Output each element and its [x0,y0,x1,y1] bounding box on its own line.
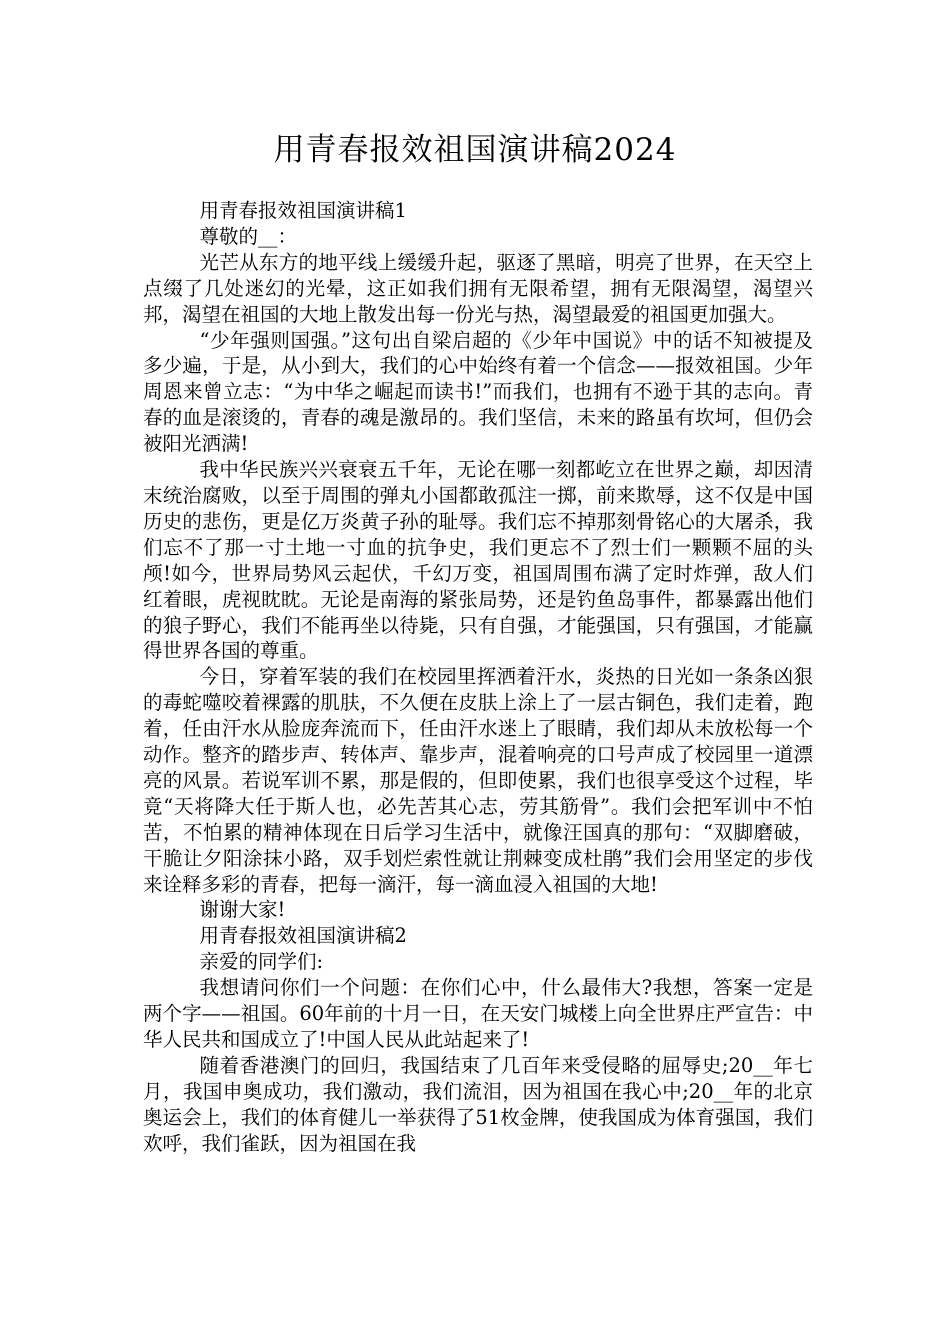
salutation-1: 尊敬的__： [199,224,298,248]
speech-heading-1: 用青春报效祖国演讲稿1 [199,199,407,222]
closing-line: 谢谢大家! [199,898,286,922]
paragraph: 随着香港澳门的回归，我国结束了几百年来受侵略的屈辱史;20__年七月，我国申奥成功，我们激动，我们流泪，因为祖国在我心中;20__年的北京奥运会上，我们的体育健儿一举获得了51枚金牌，使我国成为体育强国，我们欢呼，我们雀跃，因为祖国在我 [143,1053,813,1155]
paragraph: 我中华民族兴兴衰衰五千年，无论在哪一刻都屹立在世界之巅，却因清末统治腐败，以至于周围的弹丸小国都敢孤注一掷，前来欺辱，这不仅是中国历史的悲伤，更是亿万炎黄子孙的耻辱。我们忘不掉那刻骨铭心的大屠杀，我们忘不了那一寸土地一寸血的抗争史，我们更忘不了烈士们一颗颗不屈的头颅!如今，世界局势风云起伏，千幻万变，祖国周围布满了定时炸弹，敌人们红着眼，虎视眈眈。无论是南海的紧张局势，还是钓鱼岛事件，都暴露出他们的狼子野心，我们不能再坐以待毙，只有自强，才能强国，只有强国，才能赢得世界各国的尊重。 [143,458,813,663]
salutation-2: 亲爱的同学们: [199,950,324,974]
speech-heading-2: 用青春报效祖国演讲稿2 [199,924,407,948]
paragraph: 我想请问你们一个问题：在你们心中，什么最伟大?我想，答案一定是两个字——祖国。60年前的十月一日，在天安门城楼上向全世界庄严宣告：中华人民共和国成立了!中国人民从此站起来了! [143,976,813,1051]
paragraph: 今日，穿着军装的我们在校园里挥洒着汗水，炎热的日光如一条条凶狠的毒蛇噬咬着裸露的肌肤，不久便在皮肤上涂上了一层古铜色，我们走着，跑着，任由汗水从脸庞奔流而下，任由汗水迷上了眼睛，我们却从未放松每一个动作。整齐的踏步声、转体声、靠步声，混着响亮的口号声成了校园里一道漂亮的风景。若说军训不累，那是假的，但即使累，我们也很享受这个过程，毕竟“天将降大任于斯人也，必先苦其心志，劳其筋骨”。我们会把军训中不怕苦，不怕累的精神体现在日后学习生活中，就像汪国真的那句：“双脚磨破，干脆让夕阳涂抹小路，双手划烂索性就让荆棘变成杜鹃”我们会用坚定的步伐来诠释多彩的青春，把每一滴汗，每一滴血浸入祖国的大地! [143,665,813,896]
document-body [143,198,813,1157]
document-title: 用青春报效祖国演讲稿2024 [273,132,677,168]
paragraph: “少年强则国强。”这句出自梁启超的《少年中国说》中的话不知被提及多少遍，于是，从小到大，我们的心中始终有着一个信念——报效祖国。少年周恩来曾立志：“为中华之崛起而读书!”而我们，也拥有不逊于其的志向。青春的血是滚烫的，青春的魂是激昂的。我们坚信，未来的路虽有坎坷，但仍会被阳光洒满! [143,328,813,456]
paragraph: 光芒从东方的地平线上缓缓升起，驱逐了黑暗，明亮了世界，在天空上点缀了几处迷幻的光晕，这正如我们拥有无限希望，拥有无限渴望，渴望兴邦，渴望在祖国的大地上散发出每一份光与热，渴望最爱的祖国更加强大。 [143,250,813,326]
